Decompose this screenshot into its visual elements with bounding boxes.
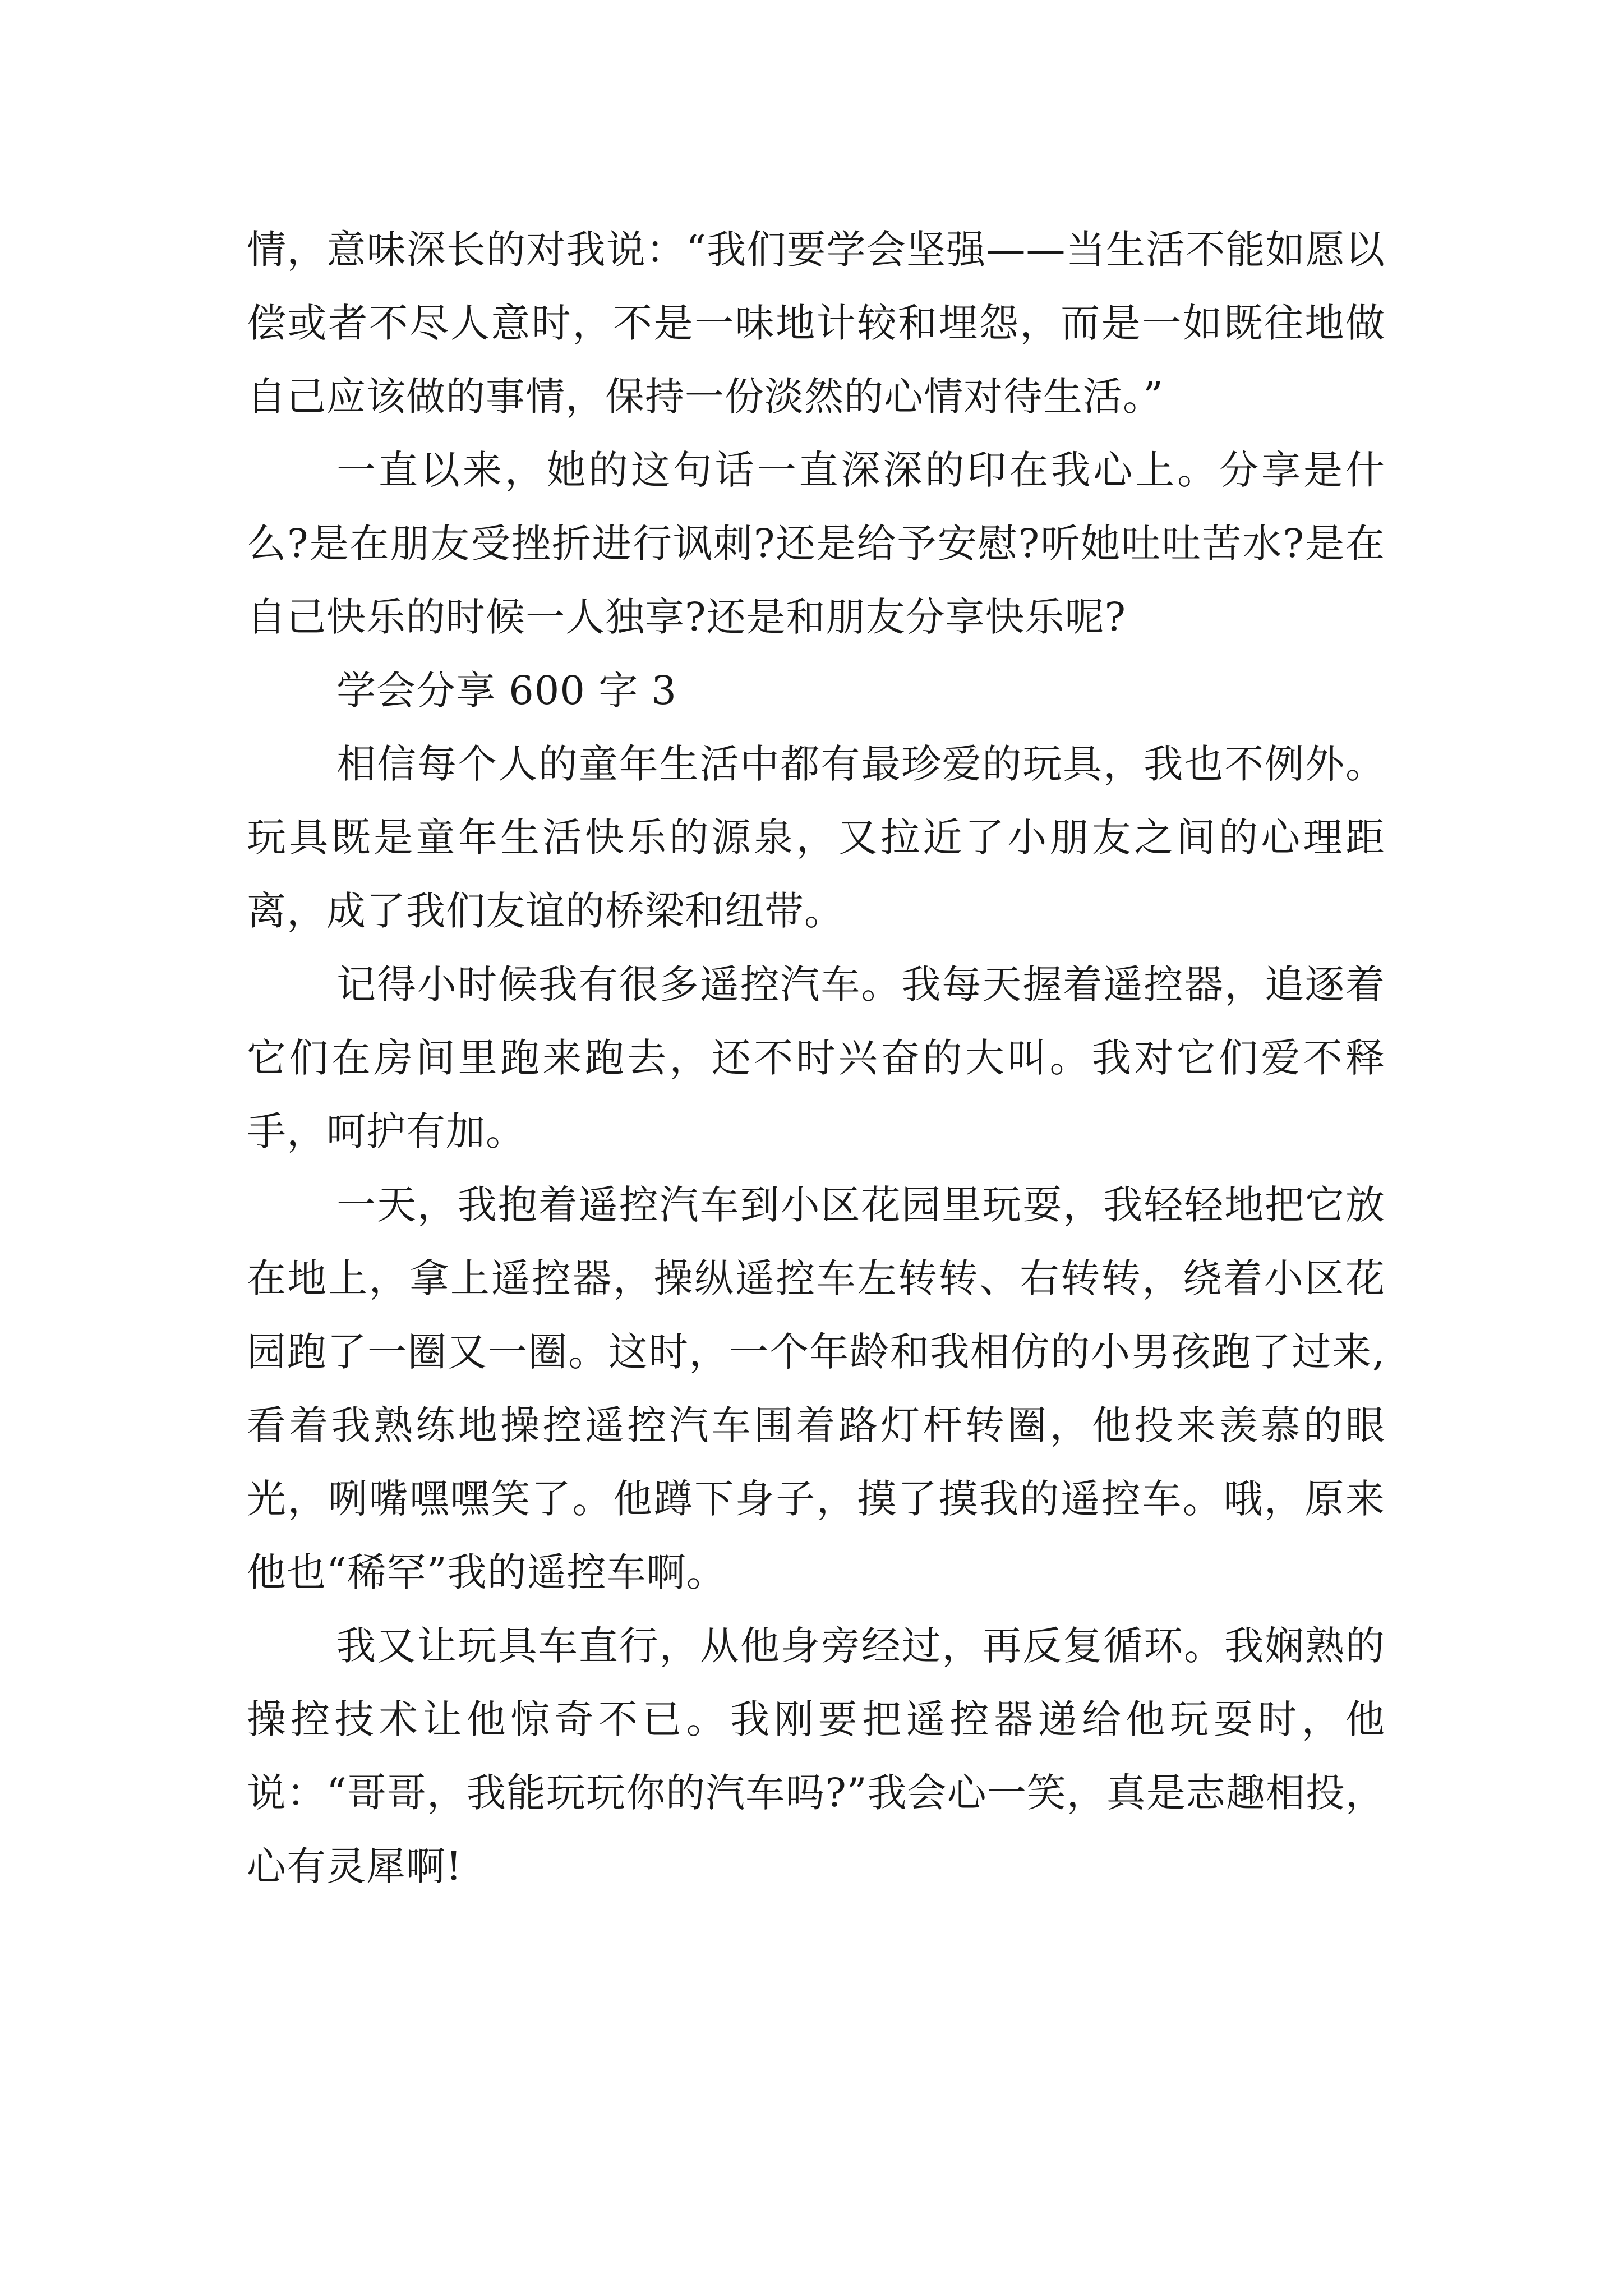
paragraph-sharing-question: 一直以来，她的这句话一直深深的印在我心上。分享是什么?是在朋友受挫折进行讽刺?还是给予安慰?听她吐吐苦水?是在自己快乐的时候一人独享?还是和朋友分享快乐呢? [247,447,1385,640]
paragraph-childhood-toys: 相信每个人的童年生活中都有最珍爱的玩具，我也不例外。玩具既是童年生活快乐的源泉，又拉近了小朋友之间的心理距离，成了我们友谊的桥梁和纽带。 [247,741,1385,934]
paragraph-continuation: 情，意味深长的对我说：“我们要学会坚强——当生活不能如愿以偿或者不尽人意时，不是一味地计较和埋怨，而是一如既往地做自己应该做的事情，保持一份淡然的心情对待生活。” [247,227,1385,420]
document-body [247,213,1385,1903]
section-heading: 学会分享 600 字 3 [336,668,677,714]
paragraph-sharing-toy: 我又让玩具车直行，从他身旁经过，再反复循环。我娴熟的操控技术让他惊奇不已。我刚要把遥控器递给他玩耍时，他说：“哥哥，我能玩玩你的汽车吗?”我会心一笑，真是志趣相投，心有灵犀啊! [247,1623,1385,1889]
paragraph-garden-play: 一天，我抱着遥控汽车到小区花园里玩耍，我轻轻地把它放在地上，拿上遥控器，操纵遥控车左转转、右转转，绕着小区花园跑了一圈又一圈。这时，一个年龄和我相仿的小男孩跑了过来,看着我熟练地操控遥控汽车围着路灯杆转圈，他投来羡慕的眼光，咧嘴嘿嘿笑了。他蹲下身子，摸了摸我的遥控车。哦，原来他也“稀罕”我的遥控车啊。 [247,1182,1385,1595]
paragraph-remote-cars: 记得小时候我有很多遥控汽车。我每天握着遥控器，追逐着它们在房间里跑来跑去，还不时兴奋的大叫。我对它们爱不释手，呵护有加。 [247,961,1385,1154]
